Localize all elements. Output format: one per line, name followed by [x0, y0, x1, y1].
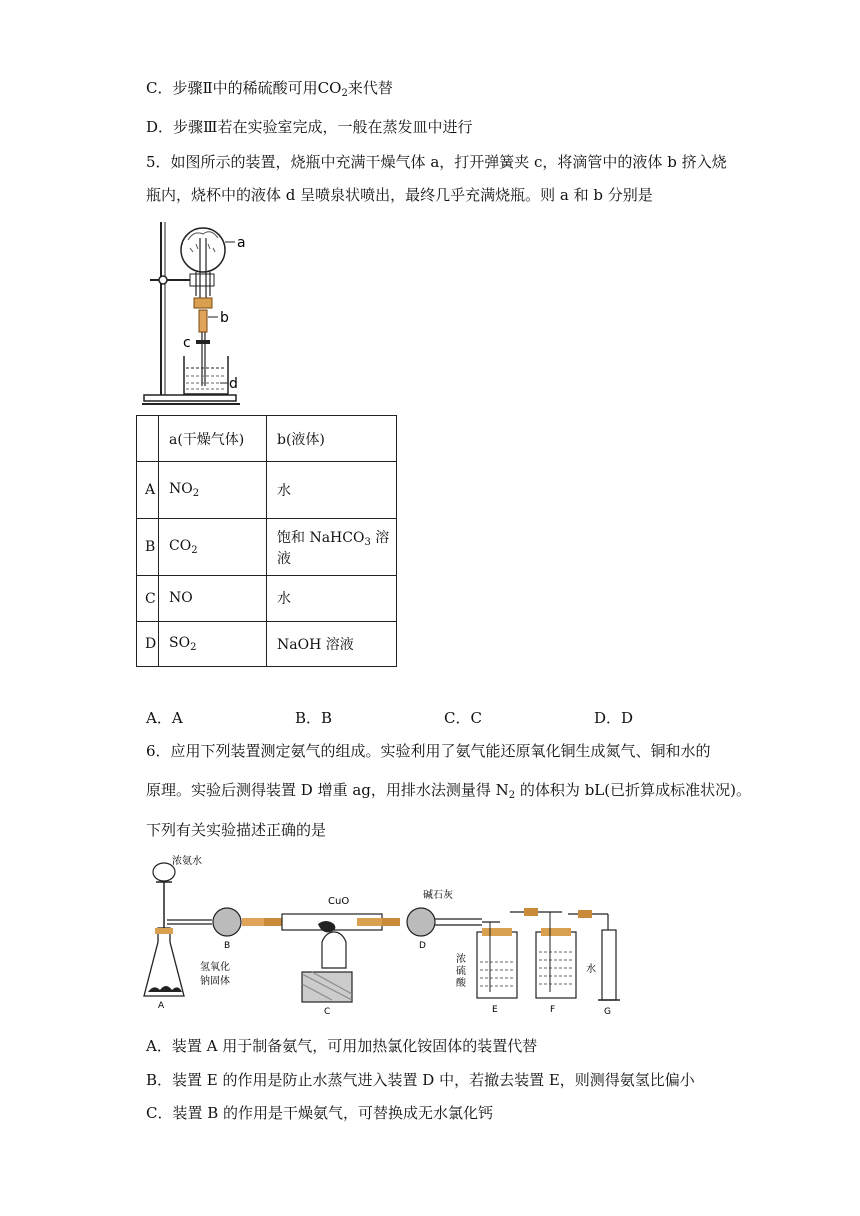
q5-stem-line1: 5．如图所示的装置，烧瓶中充满干燥气体 a，打开弹簧夹 c，将滴管中的液体 b 挤入烧: [146, 153, 727, 171]
table-row: [137, 576, 397, 622]
q6-stem-line3: 下列有关实验描述正确的是: [146, 821, 327, 839]
fountain-apparatus-figure: [140, 218, 260, 408]
q5-stem-line2: 瓶内，烧杯中的液体 d 呈喷泉状喷出，最终几乎充满烧瓶。则 a 和 b 分别是: [146, 186, 653, 204]
liquid-cell: 饱和 NaHCO$_3$ 溶液: [267, 519, 397, 576]
label-c: c: [183, 335, 191, 351]
row-label: C: [137, 576, 159, 622]
gas-cell: $NO_2$: [159, 462, 267, 519]
label-conc-ammonia: 浓氨水: [172, 856, 202, 867]
q6-option-b: B．装置 E 的作用是防止水蒸气进入装置 D 中，若撤去装置 E，则测得氨氢比偏小: [146, 1071, 695, 1089]
gas-cell: $SO_2$: [159, 622, 267, 667]
header-cell: a(干燥气体): [159, 416, 267, 462]
liquid-cell: 水: [267, 576, 397, 622]
q5-option-d: D．D: [594, 709, 634, 727]
row-label: A: [137, 462, 159, 519]
label-D: D: [419, 941, 426, 951]
q6-stem-line2: 原理。实验后测得装置 D 增重 ag，用排水法测量得 $N_2$ 的体积为 bL(已折算成标准状况)。: [146, 781, 751, 801]
label-d: d: [229, 376, 238, 392]
table-row: [137, 519, 397, 576]
label-b: b: [220, 310, 229, 326]
q6-stem-line1: 6．应用下列装置测定氨气的组成。实验利用了氨气能还原氧化铜生成氮气、铜和水的: [146, 742, 711, 760]
label-G: G: [604, 1007, 611, 1017]
q6-option-c: C．装置 B 的作用是干燥氨气，可替换成无水氯化钙: [146, 1104, 494, 1122]
table-row: [137, 462, 397, 519]
label-C: C: [324, 1007, 331, 1017]
label-B: B: [224, 941, 231, 951]
liquid-cell: NaOH 溶液: [267, 622, 397, 667]
gas-cell: NO: [159, 576, 267, 622]
label-cuo: CuO: [328, 896, 350, 907]
q5-option-c: C．C: [444, 709, 482, 727]
q6-option-a: A．装置 A 用于制备氨气，可用加热氯化铵固体的装置代替: [146, 1037, 538, 1055]
label-F: F: [550, 1005, 556, 1015]
label-acid-3: 酸: [456, 978, 466, 989]
row-label: D: [137, 622, 159, 667]
q5-option-b: B．B: [295, 709, 333, 727]
header-cell: [137, 416, 159, 462]
label-soda-lime: 碱石灰: [423, 890, 453, 901]
label-naoh-line1: 氢氧化: [200, 962, 230, 973]
table-row: [137, 622, 397, 667]
q5-option-a: A．A: [146, 709, 183, 727]
label-acid-2: 硫: [456, 966, 466, 977]
label-a: a: [237, 235, 246, 251]
label-E: E: [492, 1005, 498, 1015]
ammonia-composition-apparatus: [142, 852, 632, 1018]
table-header-row: [137, 416, 397, 462]
label-acid-1: 浓: [456, 954, 466, 965]
q4-option-d: D．步骤Ⅲ若在实验室完成，一般在蒸发皿中进行: [146, 118, 473, 136]
q5-table: [136, 415, 397, 667]
header-cell: b(液体): [267, 416, 397, 462]
label-water: 水: [586, 964, 596, 975]
q4-option-c: C．步骤Ⅱ中的稀硫酸可用$CO_2$来代替: [146, 79, 393, 99]
label-A: A: [158, 1001, 165, 1011]
row-label: B: [137, 519, 159, 576]
label-naoh-line2: 钠固体: [200, 976, 230, 987]
gas-cell: $CO_2$: [159, 519, 267, 576]
liquid-cell: 水: [267, 462, 397, 519]
